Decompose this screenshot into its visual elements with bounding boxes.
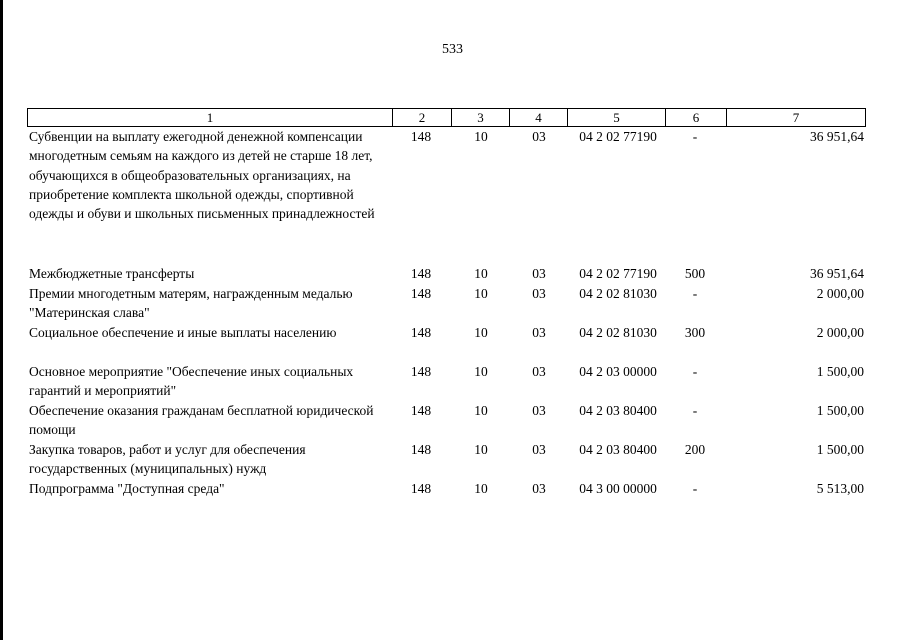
row-name: Премии многодетным матерям, награжденным медалью "Материнская слава" bbox=[29, 286, 353, 321]
row-expense-type: - bbox=[692, 403, 698, 418]
page-number: 533 bbox=[442, 42, 463, 57]
row-target-article: 04 2 02 77190 bbox=[579, 266, 657, 281]
row-expense-type: - bbox=[692, 129, 698, 144]
row-name: Межбюджетные трансферты bbox=[29, 266, 195, 281]
row-subsection: 03 bbox=[532, 364, 546, 379]
header-col-1: 1 bbox=[206, 110, 214, 125]
row-expense-type: 500 bbox=[684, 266, 706, 281]
row-amount: 1 500,00 bbox=[816, 442, 864, 457]
row-admin-code: 148 bbox=[410, 403, 432, 418]
row-target-article: 04 3 00 00000 bbox=[579, 481, 657, 496]
row-expense-type: - bbox=[692, 364, 698, 379]
row-admin-code: 148 bbox=[410, 286, 432, 301]
row-admin-code: 148 bbox=[410, 364, 432, 379]
row-subsection: 03 bbox=[532, 266, 546, 281]
row-section: 10 bbox=[474, 266, 488, 281]
row-target-article: 04 2 02 81030 bbox=[579, 286, 657, 301]
row-section: 10 bbox=[474, 442, 488, 457]
table-header bbox=[27, 108, 866, 127]
row-admin-code: 148 bbox=[410, 129, 432, 144]
row-section: 10 bbox=[474, 286, 488, 301]
row-amount: 36 951,64 bbox=[810, 266, 864, 281]
row-name: Обеспечение оказания гражданам бесплатной юридической помощи bbox=[29, 403, 374, 438]
row-target-article: 04 2 02 81030 bbox=[579, 325, 657, 340]
row-admin-code: 148 bbox=[410, 266, 432, 281]
row-expense-type: 300 bbox=[684, 325, 706, 340]
row-section: 10 bbox=[474, 325, 488, 340]
row-amount: 2 000,00 bbox=[816, 325, 864, 340]
row-admin-code: 148 bbox=[410, 325, 432, 340]
header-col-2: 2 bbox=[392, 109, 451, 126]
header-col-3: 3 bbox=[451, 109, 509, 126]
row-target-article: 04 2 03 00000 bbox=[579, 364, 657, 379]
row-subsection: 03 bbox=[532, 286, 546, 301]
row-amount: 1 500,00 bbox=[816, 403, 864, 418]
row-amount: 36 951,64 bbox=[810, 129, 864, 144]
row-amount: 1 500,00 bbox=[816, 364, 864, 379]
row-admin-code: 148 bbox=[410, 442, 432, 457]
row-subsection: 03 bbox=[532, 325, 546, 340]
header-col-4: 4 bbox=[509, 109, 567, 126]
row-name: Социальное обеспечение и иные выплаты населению bbox=[29, 325, 337, 340]
header-col-5: 5 bbox=[567, 109, 665, 126]
row-section: 10 bbox=[474, 364, 488, 379]
row-subsection: 03 bbox=[532, 481, 546, 496]
row-section: 10 bbox=[474, 481, 488, 496]
page-left-border bbox=[0, 0, 3, 640]
row-amount: 2 000,00 bbox=[816, 286, 864, 301]
row-section: 10 bbox=[474, 403, 488, 418]
row-subsection: 03 bbox=[532, 403, 546, 418]
row-name: Субвенции на выплату ежегодной денежной компенсации многодетным семьям на каждого из детей не старше 18 лет, обучающихся в общеобразовательных организациях, на приобретение комплекта школьной одежды, спортивной одежды и обуви и школьных письменных принадлежностей bbox=[29, 129, 375, 222]
row-expense-type: - bbox=[692, 286, 698, 301]
row-name: Подпрограмма "Доступная среда" bbox=[29, 481, 225, 496]
row-section: 10 bbox=[474, 129, 488, 144]
row-target-article: 04 2 03 80400 bbox=[579, 403, 657, 418]
row-subsection: 03 bbox=[532, 129, 546, 144]
row-name: Закупка товаров, работ и услуг для обеспечения государственных (муниципальных) нужд bbox=[29, 442, 306, 477]
header-col-7: 7 bbox=[726, 109, 865, 126]
row-target-article: 04 2 02 77190 bbox=[579, 129, 657, 144]
row-expense-type: - bbox=[692, 481, 698, 496]
row-admin-code: 148 bbox=[410, 481, 432, 496]
row-subsection: 03 bbox=[532, 442, 546, 457]
row-amount: 5 513,00 bbox=[816, 481, 864, 496]
row-name: Основное мероприятие "Обеспечение иных социальных гарантий и мероприятий" bbox=[29, 364, 354, 399]
row-target-article: 04 2 03 80400 bbox=[579, 442, 657, 457]
row-expense-type: 200 bbox=[684, 442, 706, 457]
header-col-6: 6 bbox=[665, 109, 726, 126]
